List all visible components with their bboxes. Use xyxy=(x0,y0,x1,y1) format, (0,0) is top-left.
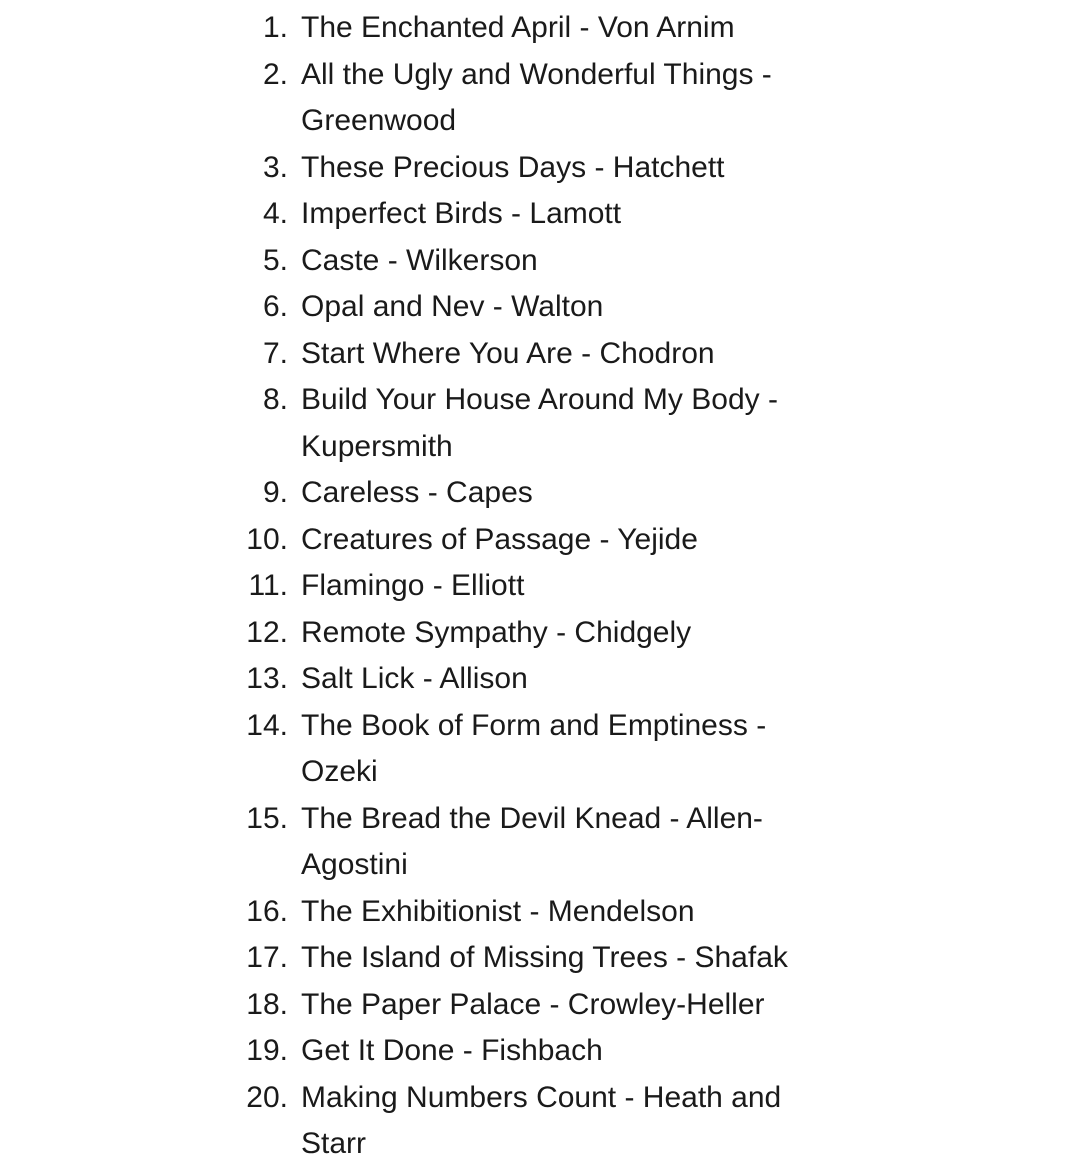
item-number: 15. xyxy=(246,801,288,835)
item-text: The Book of Form and Emptiness - Ozeki xyxy=(301,708,767,788)
list-item xyxy=(0,889,1080,936)
item-number: 12. xyxy=(246,615,288,649)
item-number: 20. xyxy=(246,1080,288,1114)
item-text: Creatures of Passage - Yejide xyxy=(301,522,698,556)
item-number: 7. xyxy=(262,336,288,370)
item-number: 1. xyxy=(262,11,288,44)
list-item xyxy=(0,238,1080,285)
list-item xyxy=(0,470,1080,517)
item-text: Imperfect Birds - Lamott xyxy=(301,197,622,230)
item-text: Opal and Nev - Walton xyxy=(301,290,604,323)
item-text: These Precious Days - Hatchett xyxy=(301,150,725,184)
item-text: Remote Sympathy - Chidgely xyxy=(301,615,692,649)
list-item xyxy=(0,982,1080,1029)
list-item xyxy=(0,1075,1080,1168)
item-number: 2. xyxy=(262,57,288,91)
list-item xyxy=(0,935,1080,982)
item-number: 3. xyxy=(262,150,288,184)
item-text: Get It Done - Fishbach xyxy=(301,1034,603,1067)
list-item xyxy=(0,796,1080,889)
item-text: The Exhibitionist - Mendelson xyxy=(301,894,695,928)
item-number: 4. xyxy=(262,197,288,230)
item-number: 6. xyxy=(262,290,288,323)
item-text: All the Ugly and Wonderful Things - Greenwood xyxy=(301,57,772,137)
list-item xyxy=(0,703,1080,796)
item-text: The Island of Missing Trees - Shafak xyxy=(301,941,788,974)
item-text: Careless - Capes xyxy=(301,476,533,509)
item-number: 13. xyxy=(246,662,288,695)
list-item xyxy=(0,517,1080,564)
item-number: 11. xyxy=(248,569,288,602)
list-item xyxy=(0,1028,1080,1075)
item-number: 19. xyxy=(246,1034,288,1067)
item-number: 14. xyxy=(246,708,288,742)
item-text: The Paper Palace - Crowley-Heller xyxy=(301,987,765,1021)
item-text: Start Where You Are - Chodron xyxy=(301,336,715,370)
item-text: Salt Lick - Allison xyxy=(301,662,528,695)
item-text: Caste - Wilkerson xyxy=(301,243,538,277)
list-item xyxy=(0,331,1080,378)
book-list xyxy=(0,5,1080,1168)
list-item xyxy=(0,191,1080,238)
item-text: Build Your House Around My Body - Kupersmith xyxy=(301,383,778,463)
item-number: 5. xyxy=(262,243,288,277)
item-number: 18. xyxy=(246,987,288,1021)
item-number: 17. xyxy=(246,941,288,974)
list-item xyxy=(0,610,1080,657)
item-number: 10. xyxy=(246,522,288,556)
list-item xyxy=(0,563,1080,610)
list-item xyxy=(0,5,1080,52)
item-text: Making Numbers Count - Heath and Starr xyxy=(301,1080,782,1160)
list-item xyxy=(0,656,1080,703)
list-item xyxy=(0,377,1080,470)
item-number: 9. xyxy=(262,476,288,509)
item-number: 16. xyxy=(246,894,288,928)
item-text: The Enchanted April - Von Arnim xyxy=(301,11,735,44)
item-number: 8. xyxy=(262,383,288,416)
list-item xyxy=(0,52,1080,145)
list-item xyxy=(0,284,1080,331)
item-text: Flamingo - Elliott xyxy=(301,569,525,602)
list-item xyxy=(0,145,1080,192)
item-text: The Bread the Devil Knead - Allen-Agostini xyxy=(301,801,763,881)
